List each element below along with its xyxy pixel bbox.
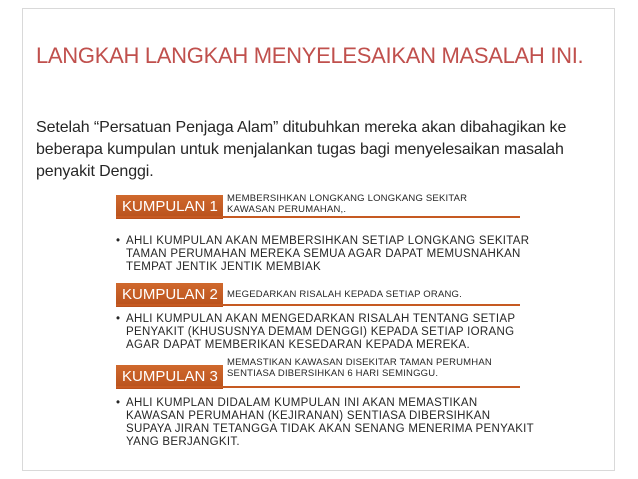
group-2-detail-text: AHLI KUMPULAN AKAN MENGEDARKAN RISALAH TENTANG SETIAP PENYAKIT (KHUSUSNYA DEMAM DENGGI) KEPADA SETIAP IORANG AGAR DAPAT MEMBERIKAN KESEDARAN KEPADA MEREKA.	[126, 313, 516, 351]
group-3-task: MEMASTIKAN KAWASAN DISEKITAR TAMAN PERUMHAN SENTIASA DIBERSIHKAN 6 HARI SEMINGGU.	[227, 357, 492, 379]
slide-intro: Setelah “Persatuan Penjaga Alam” ditubuhkan mereka akan dibahagikan ke beberapa kumpulan untuk menjalankan tugas bagi menyelesaikan masalah penyakit Denggi.	[36, 119, 567, 180]
group-2-underline	[116, 304, 520, 306]
group-3-tab: KUMPULAN 3	[116, 365, 223, 389]
group-1-detail-text: AHLI KUMPULAN AKAN MEMBERSIHKAN SETIAP LONGKANG SEKITAR TAMAN PERUMAHAN MEREKA SEMUA AGAR DAPAT MEMUSNAHKAN TEMPAT JENTIK JENTIK MEMBIAK	[126, 235, 530, 273]
bullet-dot: •	[116, 313, 121, 325]
group-2-detail	[116, 313, 536, 352]
group-1-task: MEMBERSIHKAN LONGKANG LONGKANG SEKITAR KAWASAN PERUMAHAN,.	[227, 193, 468, 215]
bullet-dot: •	[116, 235, 121, 247]
group-1-underline	[116, 216, 520, 218]
frame-top-line	[22, 8, 615, 9]
group-3-underline	[116, 386, 520, 388]
slide-title: LANGKAH LANGKAH MENYELESAIKAN MASALAH INI.	[36, 43, 584, 68]
group-2-task: MEGEDARKAN RISALAH KEPADA SETIAP ORANG.	[227, 289, 462, 300]
group-3-detail-text: AHLI KUMPLAN DIDALAM KUMPULAN INI AKAN MEMASTIKAN KAWASAN PERUMAHAN (KEJIRANAN) SENTIASA DIBERSIHKAN SUPAYA JIRAN TETANGGA TIDAK AKAN SENANG MENERIMA PENYAKIT YANG BERJANGKIT.	[126, 397, 534, 448]
group-1-detail	[116, 235, 536, 274]
frame-bottom-line	[22, 470, 615, 471]
group-1-tab: KUMPULAN 1	[116, 195, 223, 219]
bullet-dot: •	[116, 397, 121, 409]
group-3-detail	[116, 397, 536, 449]
frame-left-line	[22, 8, 23, 471]
frame-right-line	[614, 8, 615, 471]
group-2-tab: KUMPULAN 2	[116, 283, 223, 307]
